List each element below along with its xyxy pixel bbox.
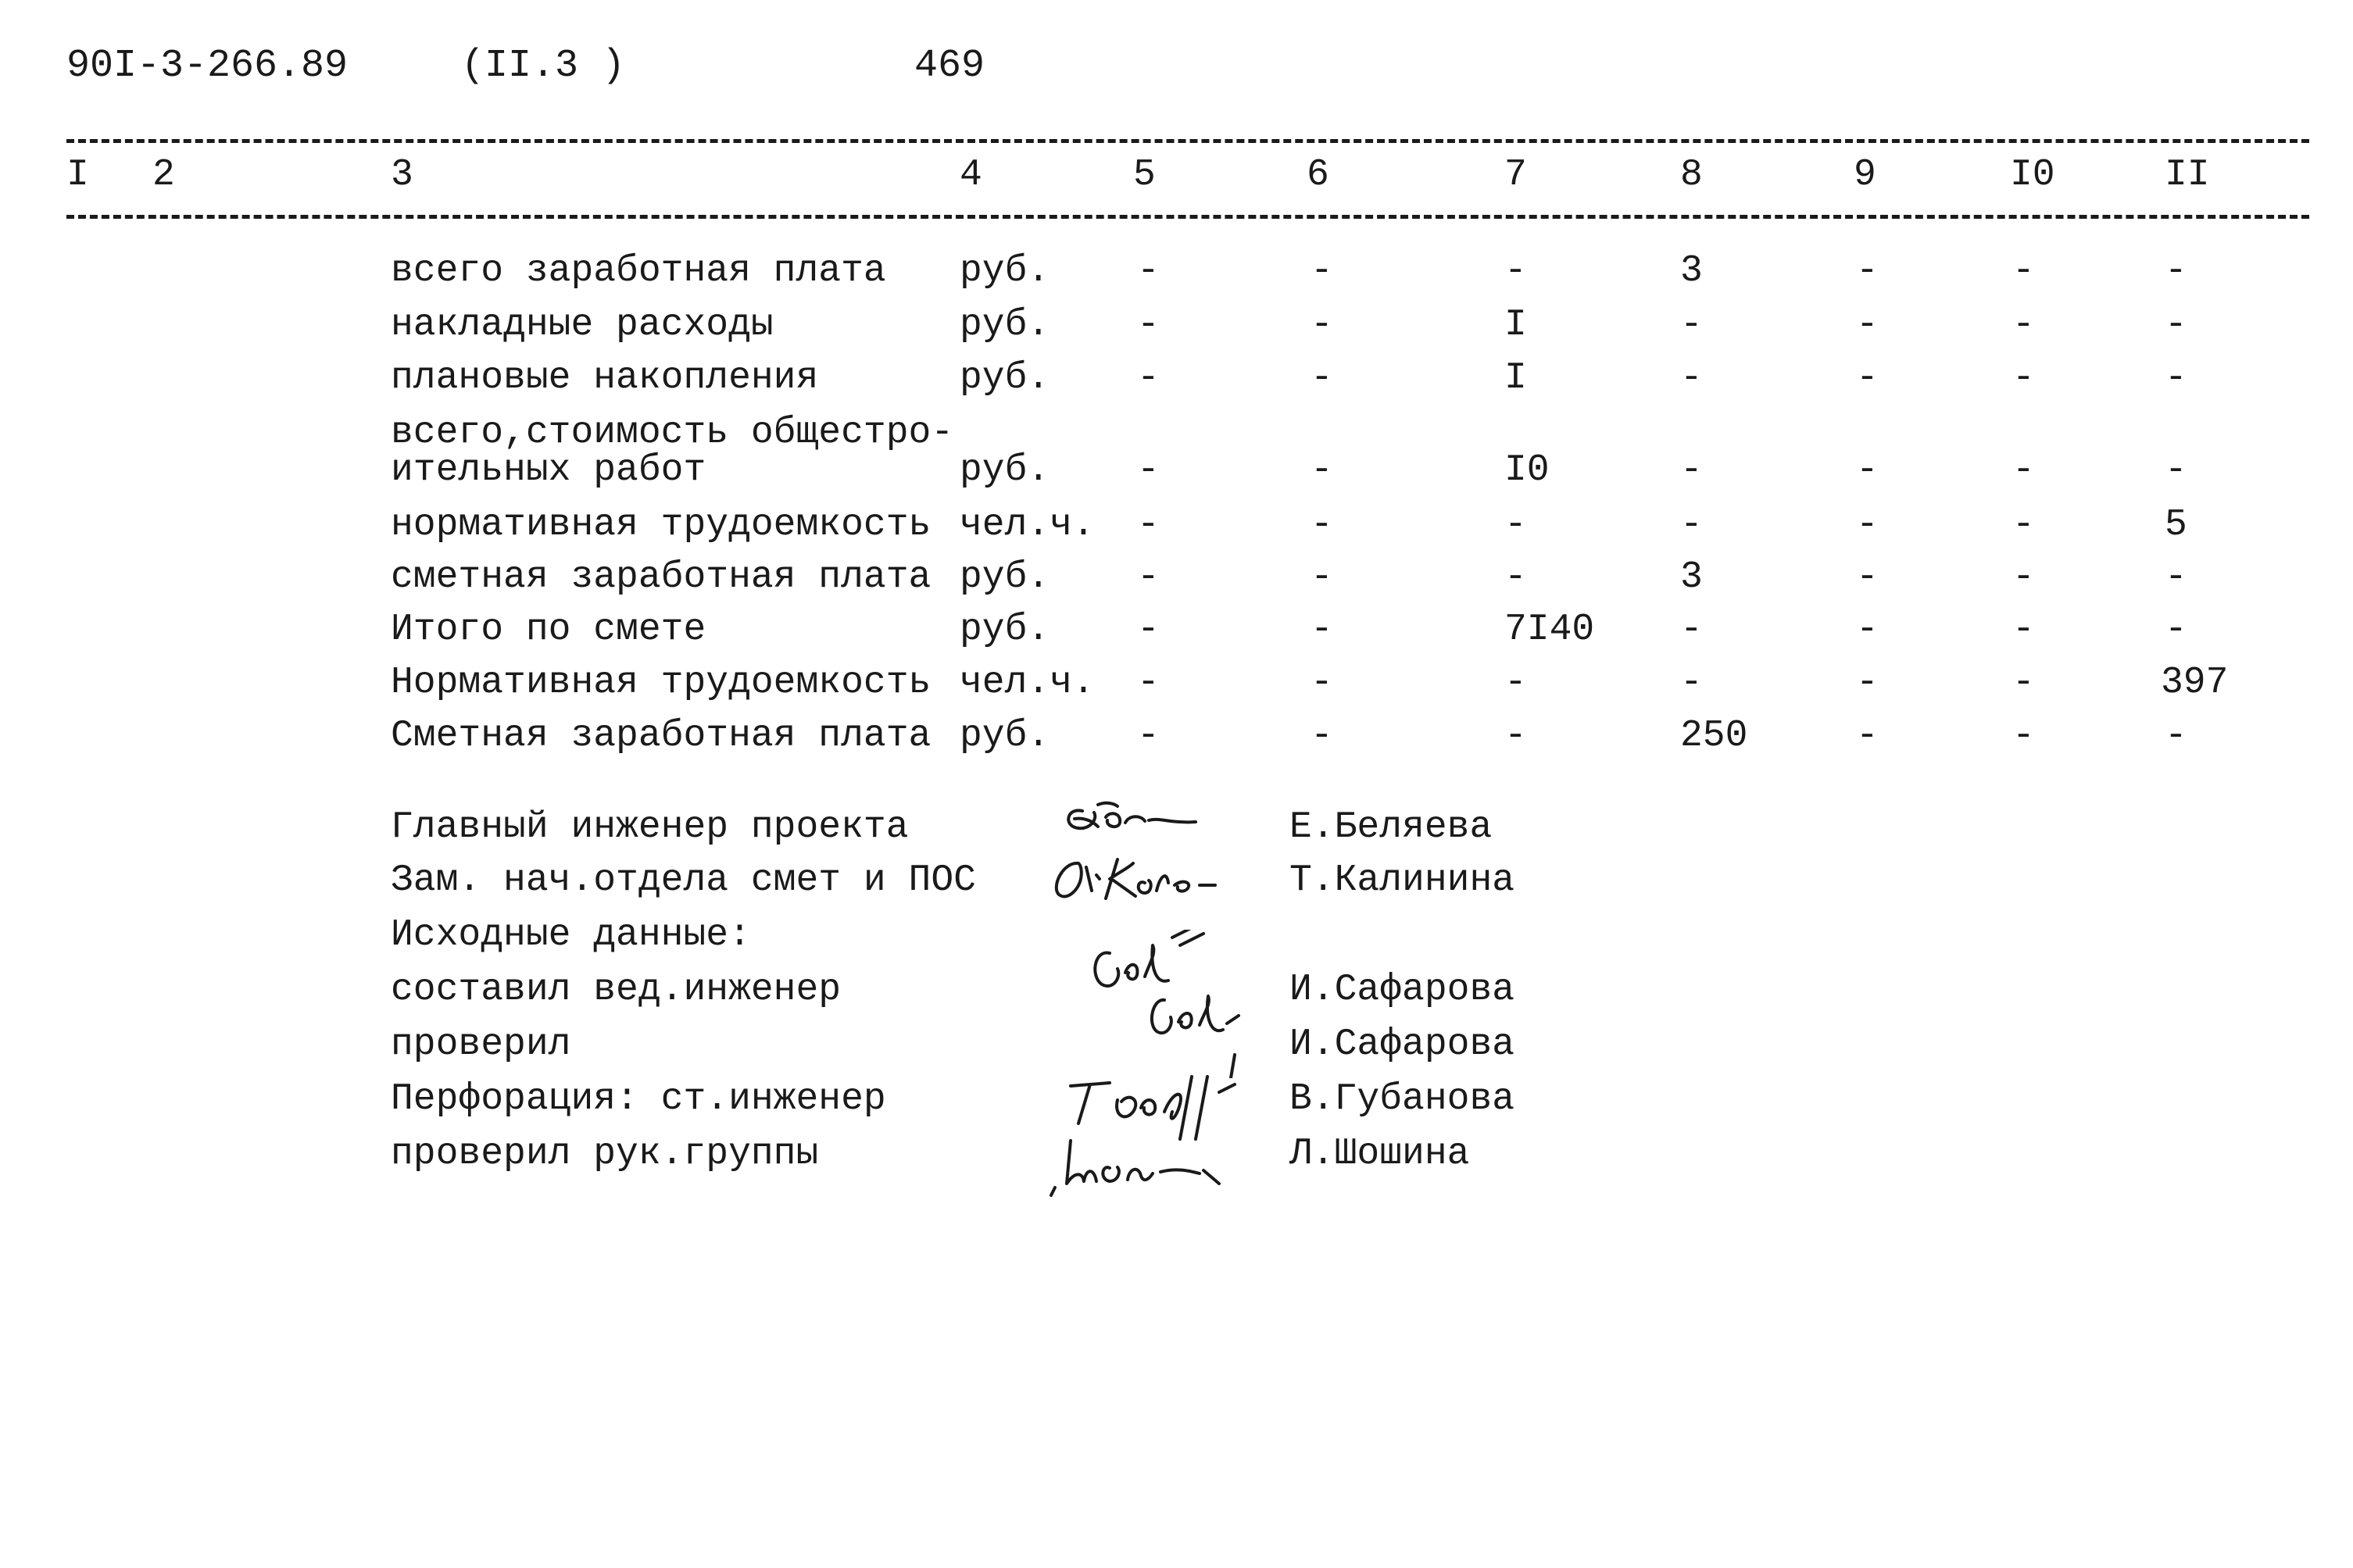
row-4-col11: - xyxy=(2165,449,2187,491)
page-number: 469 xyxy=(914,44,985,88)
signature-role-2: Зам. нач.отдела смет и ПОС xyxy=(391,859,976,902)
row-3-col5: - xyxy=(1137,357,1160,399)
row-3-col11: - xyxy=(2165,357,2187,399)
column-header-11: II xyxy=(2165,154,2210,196)
row-4-description: всего,стоимость общестро- xyxy=(391,412,954,454)
row-4-col6: - xyxy=(1311,449,1333,491)
row-9-col8: 250 xyxy=(1680,715,1748,757)
row-5-col6: - xyxy=(1311,504,1333,546)
row-3-unit: руб. xyxy=(960,357,1050,399)
handwritten-signature-shoshina xyxy=(1043,1125,1278,1203)
row-6-description: сметная заработная плата xyxy=(391,556,932,598)
row-5-col11: 5 xyxy=(2165,504,2187,546)
row-7-col9: - xyxy=(1856,609,1879,651)
row-3-col10: - xyxy=(2012,357,2035,399)
row-8-col9: - xyxy=(1856,662,1879,704)
row-8-description: Нормативная трудоемкость xyxy=(391,662,932,704)
row-8-col10: - xyxy=(2012,662,2035,704)
row-7-col6: - xyxy=(1311,609,1333,651)
row-2-col8: - xyxy=(1680,304,1703,346)
signature-name-7: Л.Шошина xyxy=(1289,1133,1470,1175)
handwritten-signature-beliaeva xyxy=(1051,795,1207,850)
column-header-5: 5 xyxy=(1133,154,1156,196)
row-1-unit: руб. xyxy=(960,250,1050,292)
column-header-7: 7 xyxy=(1504,154,1527,196)
signature-name-5: И.Сафарова xyxy=(1289,1023,1515,1066)
row-2-col5: - xyxy=(1137,304,1160,346)
row-1-col5: - xyxy=(1137,250,1160,292)
row-9-col11: - xyxy=(2165,715,2187,757)
row-6-col9: - xyxy=(1856,556,1879,598)
row-8-col8: - xyxy=(1680,662,1703,704)
row-1-col7: - xyxy=(1504,250,1527,292)
column-header-1: I xyxy=(66,154,89,196)
row-6-col8: 3 xyxy=(1680,556,1703,598)
column-header-9: 9 xyxy=(1854,154,1876,196)
row-5-col10: - xyxy=(2012,504,2035,546)
row-6-col6: - xyxy=(1311,556,1333,598)
signature-role-7: проверил рук.группы xyxy=(391,1133,819,1175)
row-7-col8: - xyxy=(1680,609,1703,651)
row-6-col5: - xyxy=(1137,556,1160,598)
row-3-col8: - xyxy=(1680,357,1703,399)
signature-name-6: В.Губанова xyxy=(1289,1078,1515,1120)
row-7-unit: руб. xyxy=(960,609,1050,651)
row-8-unit: чел.ч. xyxy=(960,662,1095,704)
row-8-col7: - xyxy=(1504,662,1527,704)
handwritten-signature-safarova xyxy=(1078,930,1297,1078)
row-8-col11: 397 xyxy=(2161,662,2229,704)
row-4-unit: руб. xyxy=(960,449,1050,491)
row-5-col9: - xyxy=(1856,504,1879,546)
row-2-col10: - xyxy=(2012,304,2035,346)
table-top-rule xyxy=(66,139,2309,143)
column-header-8: 8 xyxy=(1680,154,1703,196)
row-2-col9: - xyxy=(1856,304,1879,346)
row-5-description: нормативная трудоемкость xyxy=(391,504,932,546)
row-9-description: Сметная заработная плата xyxy=(391,715,932,757)
signature-name-1: Е.Беляева xyxy=(1289,806,1493,848)
row-5-unit: чел.ч. xyxy=(960,504,1095,546)
row-7-col7: 7I40 xyxy=(1504,609,1595,651)
row-4-col9: - xyxy=(1856,449,1879,491)
row-4-col5: - xyxy=(1137,449,1160,491)
row-5-col7: - xyxy=(1504,504,1527,546)
row-3-col9: - xyxy=(1856,357,1879,399)
row-9-unit: руб. xyxy=(960,715,1050,757)
row-7-col11: - xyxy=(2165,609,2187,651)
signature-name-2: Т.Калинина xyxy=(1289,859,1515,902)
row-4-col10: - xyxy=(2012,449,2035,491)
row-1-description: всего заработная плата xyxy=(391,250,886,292)
row-9-col5: - xyxy=(1137,715,1160,757)
column-header-2: 2 xyxy=(152,154,175,196)
row-3-col6: - xyxy=(1311,357,1333,399)
row-9-col6: - xyxy=(1311,715,1333,757)
row-7-col5: - xyxy=(1137,609,1160,651)
row-6-col10: - xyxy=(2012,556,2035,598)
column-header-10: I0 xyxy=(2010,154,2055,196)
section-number: (II.3 ) xyxy=(461,44,626,88)
row-2-description: накладные расходы xyxy=(391,304,774,346)
row-6-unit: руб. xyxy=(960,556,1050,598)
row-2-col11: - xyxy=(2165,304,2187,346)
signature-name-4: И.Сафарова xyxy=(1289,969,1515,1011)
row-1-col9: - xyxy=(1856,250,1879,292)
row-7-col10: - xyxy=(2012,609,2035,651)
row-5-col8: - xyxy=(1680,504,1703,546)
column-header-6: 6 xyxy=(1307,154,1329,196)
row-1-col11: - xyxy=(2165,250,2187,292)
row-7-description: Итого по смете xyxy=(391,609,706,651)
handwritten-signature-kalinina xyxy=(1043,848,1246,910)
row-2-unit: руб. xyxy=(960,304,1050,346)
row-2-col7: I xyxy=(1504,304,1527,346)
signature-role-6: Перфорация: ст.инженер xyxy=(391,1078,886,1120)
row-6-col11: - xyxy=(2165,556,2187,598)
row-4-description-cont: ительных работ xyxy=(391,449,706,491)
row-4-col7: I0 xyxy=(1504,449,1550,491)
table-header-rule xyxy=(66,215,2309,219)
signature-role-1: Главный инженер проекта xyxy=(391,806,909,848)
column-header-4: 4 xyxy=(960,154,982,196)
signature-role-5: проверил xyxy=(391,1023,571,1066)
signature-role-3: Исходные данные: xyxy=(391,914,751,956)
row-9-col10: - xyxy=(2012,715,2035,757)
row-1-col8: 3 xyxy=(1680,250,1703,292)
row-9-col7: - xyxy=(1504,715,1527,757)
row-9-col9: - xyxy=(1856,715,1879,757)
row-3-description: плановые накопления xyxy=(391,357,819,399)
row-1-col10: - xyxy=(2012,250,2035,292)
row-3-col7: I xyxy=(1504,357,1527,399)
document-code: 90I-3-266.89 xyxy=(66,44,349,88)
signature-role-4: составил вед.инженер xyxy=(391,969,842,1011)
row-4-col8: - xyxy=(1680,449,1703,491)
row-8-col5: - xyxy=(1137,662,1160,704)
row-6-col7: - xyxy=(1504,556,1527,598)
row-2-col6: - xyxy=(1311,304,1333,346)
row-1-col6: - xyxy=(1311,250,1333,292)
row-5-col5: - xyxy=(1137,504,1160,546)
row-8-col6: - xyxy=(1311,662,1333,704)
column-header-3: 3 xyxy=(391,154,413,196)
